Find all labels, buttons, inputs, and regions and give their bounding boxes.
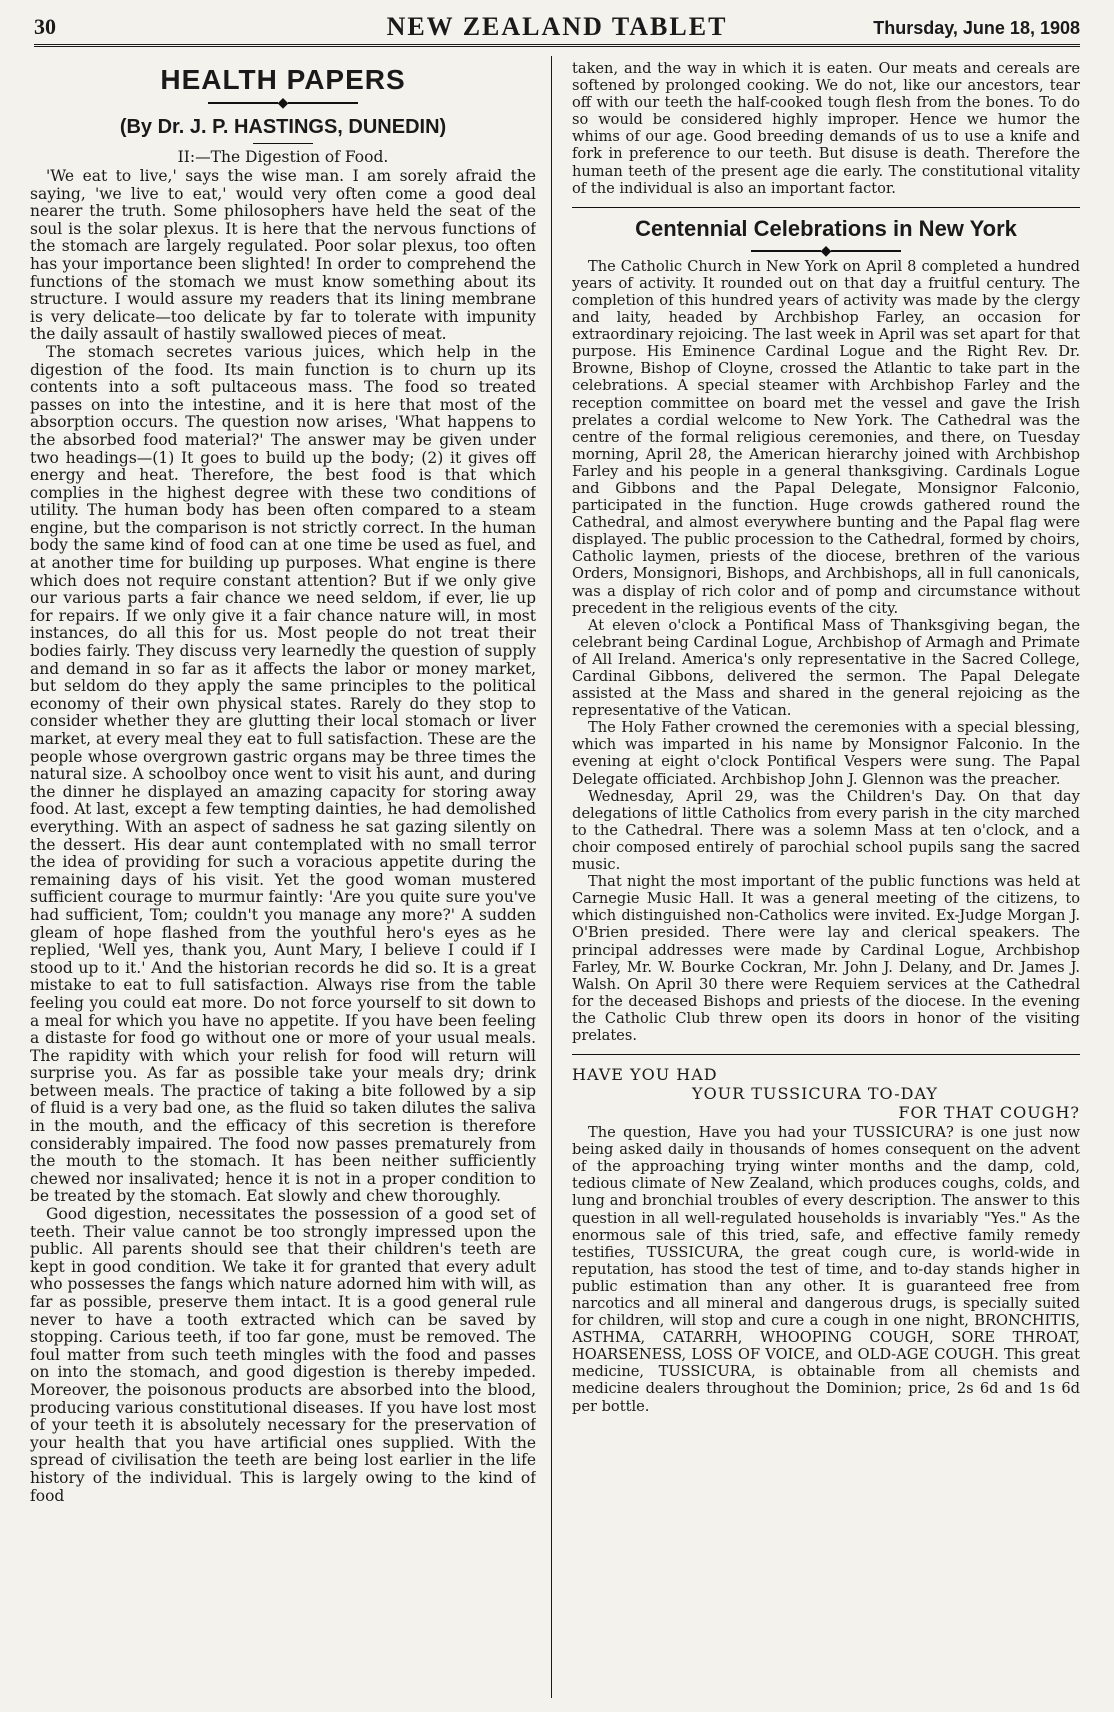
article-paragraph: The Catholic Church in New York on April 8 completed a hundred years of activity. It rounded out on that day a fruitful century. The completion of this hundred years of activity was made by the clergy and laity, headed by Archbishop Farley, an occasion for extraordinary rejoicing. The last week in April was set apart for that purpose. His Eminence Cardinal Logue and the Right Rev. Dr. Browne, Bishop of Cloyne, crossed the Atlantic to take part in the celebrations. A special steamer with Archbishop Farley and the reception committee on board met the vessel and gave the Irish prelates a cordial welcome to New York. The Cathedral was the centre of the formal religious ceremonies, and there, on Tuesday morning, April 28, the American hierarchy joined with Archbishop Farley and his people in a general thanksgiving. Cardinals Logue and Gibbons and the Papal Delegate, Monsignor Falconio, participated in the function. Huge crowds gathered round the Cathedral, and almost everywhere bunting and the Papal flag were displayed. The public procession to the Cathedral, formed by choirs, Catholic laymen, priests of the diocese, brethren of the various Orders, Monsignori, Bishops, and Archbishops, all in full canonicals, was a display of rich color and of pomp and circumstance without precedent in the religious events of the city. <box>572 257 1080 617</box>
short-rule <box>253 143 313 144</box>
article-paragraph: Wednesday, April 29, was the Children's Day. On that day delegations of little Catholics from every parish in the city marched to the Cathedral. There was a solemn Mass at ten o'clock, and a choir composed entirely of parochial school pupils sang the sacred music. <box>572 787 1080 874</box>
byline: (By Dr. J. P. HASTINGS, DUNEDIN) <box>119 116 447 138</box>
article-paragraph: That night the most important of the public functions was held at Carnegie Music Hall. It was a general meeting of the citizens, to which distinguished non-Catholics were invited. Ex-Judge Morgan J. O'Brien presided. There were lay and clerical speakers. The principal addresses were made by Cardinal Logue, Archbishop Farley, Mr. W. Bourke Cockran, Mr. John J. Delany, and Dr. James J. Walsh. On April 30 there were Requiem services at the Cathedral for the deceased Bishops and priests of the diocese. In the evening the Catholic Club threw open its doors in honor of the visiting prelates. <box>572 873 1080 1044</box>
issue-date: Thursday, June 18, 1908 <box>873 18 1080 38</box>
ornament-divider: ◆ <box>572 244 1080 258</box>
article-paragraph: At eleven o'clock a Pontifical Mass of Thanksgiving began, the celebrant being Cardinal Logue, Archbishop of Armagh and Primate of All Ireland. America's only representative in the Sacred College, Cardinal Gibbons, delivered the sermon. The Papal Delegate assisted at the Mass and shared in the general rejoicing as the representative of the Vatican. <box>572 616 1080 720</box>
masthead-title: NEW ZEALAND TABLET <box>386 12 728 41</box>
advert-body: The question, Have you had your TUSSICURA? is one just now being asked daily in thousands of homes consequent on the advent of the approaching trying winter months and the damp, cold, tedious climate of New Zealand, which produces coughs, colds, and lung and bronchial troubles of every description. The answer to this question in all well-regulated households is invariably "Yes." As the enormous sale of this tried, safe, and effective family remedy testifies, TUSSICURA, the great cough cure, is world-wide in reputation, has stood the test of time, and to-day stands higher in public estimation than any other. It is guaranteed free from narcotics and all mineral and dangerous drugs, is specially suited for children, will stop and cure a cough in one night, BRONCHITIS, ASTHMA, CATARRH, WHOOPING COUGH, SORE THROAT, HOARSENESS, LOSS OF VOICE, and OLD-AGE COUGH. This great medicine, TUSSICURA, is obtainable from all chemists and medicine dealers throughout the Dominion; price, 2s 6d and 1s 6d per bottle. <box>572 1124 1080 1415</box>
advert-headline-3: FOR THAT COUGH? <box>898 1103 1080 1123</box>
section-divider <box>572 1054 1080 1055</box>
column-rule <box>551 56 552 1698</box>
ornament-divider: ◆ <box>30 96 536 110</box>
advert-headline-2: YOUR TUSSICURA TO-DAY <box>692 1084 938 1104</box>
article-paragraph: The Holy Father crowned the ceremonies with a special blessing, which was imparted in his name by Monsignor Falconio. In the evening at eight o'clock Pontifical Vespers were sung. The Papal Delegate officiated. Archbishop John J. Glennon was the preacher. <box>572 719 1080 788</box>
page-number: 30 <box>34 14 56 39</box>
centennial-title: Centennial Celebrations in New York <box>635 215 1017 241</box>
right-column <box>572 60 1080 1700</box>
health-papers-title: HEALTH PAPERS <box>160 64 406 95</box>
left-column <box>30 60 536 1700</box>
article-paragraph: The stomach secretes various juices, which help in the digestion of the food. Its main function is to churn up its contents into a soft pultaceous mass. The food so treated passes on into the intestine, and it is here that most of the absorption occurs. The question now arises, 'What happens to the absorbed food material?' The answer may be given under two headings—(1) It goes to build up the body; (2) it gives off energy and heat. Therefore, the best food is that which complies in the highest degree with these two conditions of utility. The human body has been often compared to a steam engine, but the comparison is not strictly correct. In the human body the same kind of food can at one time be used as fuel, and at another time for building up purposes. What engine is there which does not require constant attention? But if we only give our various parts a fair chance we need seldom, if ever, lie up for repairs. If we only give it a fair chance nature will, in most instances, do all this for us. Most people do not treat their bodies fairly. They discuss very learnedly the question of supply and demand in so far as it affects the labor or money market, but seldom do they apply the same principles to the political economy of their own physical states. Rarely do they stop to consider whether they are glutting their local stomach or liver market, at every meal they eat to full satisfaction. These are the people whose overgrown gastric organs may be three times the natural size. A schoolboy once went to visit his aunt, and during the dinner he displayed an amazing capacity for storing away food. At last, except a few tempting dainties, he had demolished everything. With an aspect of sadness he sat gazing silently on the dessert. His dear aunt contemplated with no small terror the idea of providing for such a voracious appetite during the remaining days of his visit. Yet the good woman mustered sufficient courage to murmur faintly: 'Are you quite sure you've had sufficient, Tom; couldn't you manage any more?' A sudden gleam of hope flashed from the youthful hero's eyes as he replied, 'Well yes, thank you, Aunt Mary, I believe I could if I stood up to it.' And the historian records he did so. It is a great mistake to eat to full satisfaction. Always rise from the table feeling you could eat more. Do not force yourself to sit down to a meal for which you have no appetite. If you have been feeling a distaste for food go without one or more of your usual meals. The rapidity with which your relish for food will return will surprise you. As far as possible take your meals dry; drink between meals. The practice of taking a bite followed by a sip of fluid is a very bad one, as the fluid so taken dilutes the saliva in the mouth, and the efficacy of this secretion is therefore considerably impaired. The food now passes prematurely from the mouth to the stomach. It has been neither sufficiently chewed nor insalivated; hence it is not in a proper condition to be treated by the stomach. Eat slowly and chew thoroughly. <box>30 342 536 1206</box>
article-paragraph: Good digestion, necessitates the possession of a good set of teeth. Their value cannot be too strongly impressed upon the public. All parents should see that their children's teeth are kept in good condition. We take it for granted that every adult who possesses the fangs which nature adorned him with will, as far as possible, preserve them intact. It is a good general rule never to have a tooth extracted which can be saved by stopping. Carious teeth, if too far gone, must be removed. The foul matter from such teeth mingles with the food and passes on into the stomach, and good digestion is thereby impeded. Moreover, the poisonous products are absorbed into the blood, producing various constitutional diseases. If you have lost most of your teeth it is absolutely necessary for the preservation of your health that you have artificial ones supplied. With the spread of civilisation the teeth are being lost earlier in the life history of the individual. This is largely owing to the kind of food <box>30 1205 536 1505</box>
article-subhead: II:—The Digestion of Food. <box>177 148 389 166</box>
section-divider <box>572 207 1080 208</box>
masthead-bar <box>34 14 1080 47</box>
continued-paragraph: taken, and the way in which it is eaten. Our meats and cereals are softened by prolonged cooking. We do not, like our ancestors, tear off with our teeth the half-cooked tough flesh from the bones. To do so would be considered highly improper. Hence we humor the whims of our age. Good breeding demands of us to use a knife and fork in preference to our teeth. But disuse is death. Therefore the human teeth of the present age die early. The constitutional vitality of the individual is also an important factor. <box>572 60 1080 197</box>
advert-headline-1: HAVE YOU HAD <box>572 1065 718 1085</box>
article-paragraph: 'We eat to live,' says the wise man. I am sorely afraid the saying, 'we live to eat,' would very often come a good deal nearer the truth. Some philosophers have held the seat of the soul is the solar plexus. It is here that the nervous functions of the stomach are largely regulated. Poor solar plexus, too often has your importance been slighted! In order to comprehend the functions of the stomach we must know something about its structure. I would assure my readers that its lining membrane is very delicate—too delicate by far to tolerate with impunity the daily assault of hastily swallowed pieces of meat. <box>30 167 536 344</box>
